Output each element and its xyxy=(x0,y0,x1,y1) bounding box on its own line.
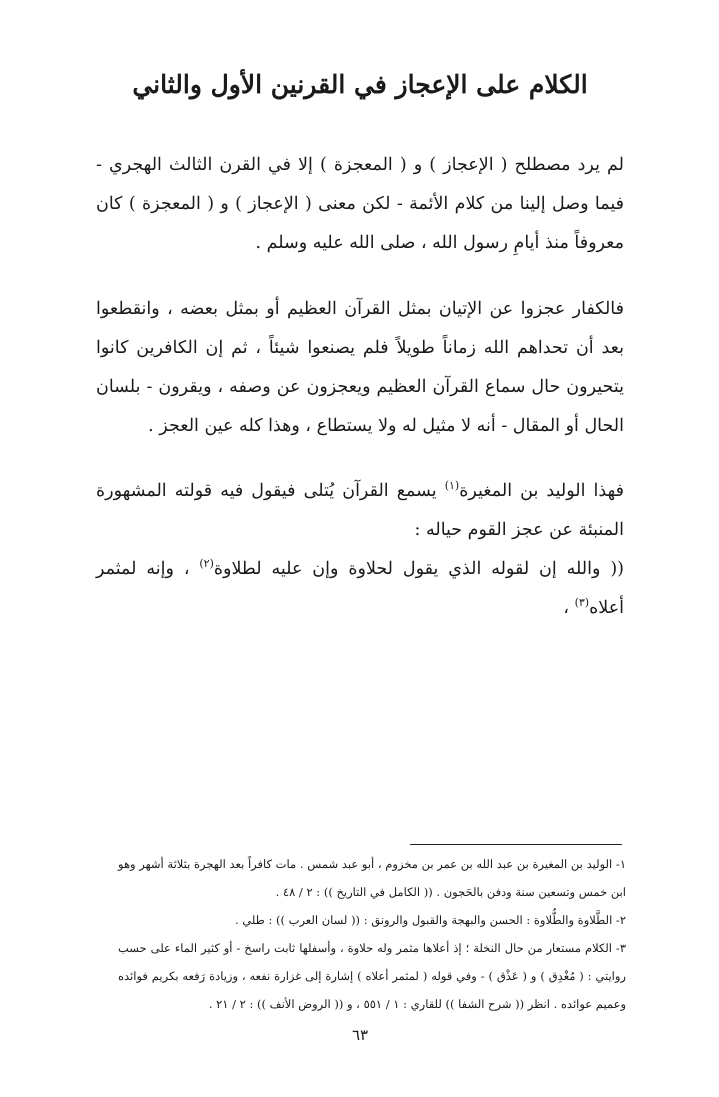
footnotes-list xyxy=(118,850,626,1018)
quotation-text-1: (( والله إن لقوله الذي يقول لحلاوة وإن عليه لطلاوة xyxy=(213,559,624,579)
footnote-2: ٢- الطَّلاوة والطُّلاوة : الحسن والبهجة والقبول والرونق : (( لسان العرب )) : طلي . xyxy=(234,913,626,927)
quotation-text-3: ، xyxy=(563,598,575,618)
footnote-divider xyxy=(410,844,622,845)
footnote-ref-3: (٣) xyxy=(574,596,590,610)
footnote-3: ٣- الكلام مستعار من حال النخلة ؛ إذ أعلاها مثمر وله حلاوة ، وأسفلها ثابت راسخ - أو كثير الماء على حسب روايتي : ( مُغْدِق ) و ( عَذْق ) - وفي قوله ( لمثمر أعلاه ) إشارة إلى غزارة نفعه ، وزيادة رَفعه بكريم فوائده وعميم عوائده . انظر (( شرح الشفا )) للقاري : ١ / ٥٥١ ، و (( الروض الأنف )) : ٢ / ٢١ . xyxy=(118,941,626,1011)
footnote-ref-1: (١) xyxy=(444,479,460,493)
footnote-1: ١- الوليد بن المغيرة بن عبد الله بن عمر بن مخزوم ، أبو عبد شمس . مات كافراً بعد الهجرة بثلاثة أشهر وهو ابن خمس وتسعين سنة ودفن بالحَجون . (( الكامل في التاريخ )) : ٢ / ٤٨ . xyxy=(118,857,626,899)
page-number: ٦٣ xyxy=(351,1026,369,1044)
footnote-ref-2: (٢) xyxy=(199,557,214,571)
paragraph-1: لم يرد مصطلح ( الإعجاز ) و ( المعجزة ) إلا في القرن الثالث الهجري - فيما وصل إلينا من كلام الأئمة - لكن معنى ( الإعجاز ) و ( المعجزة ) كان معروفاً منذ أيامِ رسول الله ، صلى الله عليه وسلم . xyxy=(96,155,624,253)
page-title: الكلام على الإعجاز في القرنين الأول والثاني xyxy=(132,70,588,99)
quotation-text-2: ، وإنه لمثمر أعلاه xyxy=(96,559,624,618)
paragraph-3 xyxy=(96,472,624,628)
paragraph-3-text-1: فهذا الوليد بن المغيرة xyxy=(459,481,624,501)
paragraph-2: فالكفار عجزوا عن الإتيان بمثل القرآن العظيم أو بمثل بعضه ، وانقطعوا بعد أن تحداهم الله زماناً طويلاً فلم يصنعوا شيئاً ، ثم إن الكافرين كانوا يتحيرون حال سماع القرآن العظيم ويعجزون عن وصفه ، ويقرون - بلسان الحال أو المقال - أنه لا مثيل له ولا يستطاع ، وهذا كله عين العجز . xyxy=(96,299,624,436)
paragraph-3-text-2: يسمع القرآن يُتلى فيقول فيه قولته المشهورة المنبئة عن عجز القوم حياله : xyxy=(96,481,624,540)
quotation xyxy=(96,550,624,628)
